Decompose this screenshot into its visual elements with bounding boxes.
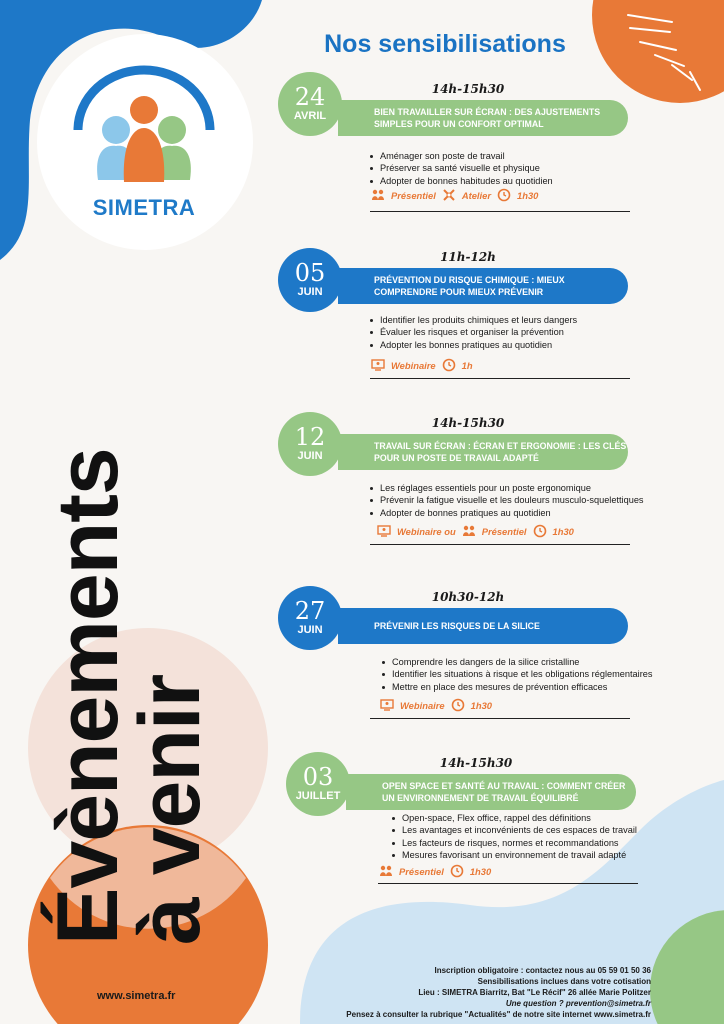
format-label: Présentiel [391, 189, 436, 201]
event-title: OPEN SPACE ET SANTÉ AU TRAVAIL : COMMENT CRÉER UN ENVIRONNEMENT DE TRAVAIL ÉQUILIBRÉ [382, 781, 626, 803]
list-item: Les facteurs de risques, normes et recommandations [392, 837, 637, 849]
list-item: Identifier les produits chimiques et leurs dangers [370, 314, 577, 326]
presentiel-icon [462, 524, 476, 538]
clock-icon [533, 524, 547, 538]
event-title-banner [338, 268, 628, 304]
event-card-5 [286, 756, 666, 916]
format-label: Présentiel [481, 525, 527, 537]
event-day: 24 [294, 83, 326, 111]
list-item: Les réglages essentiels pour un poste ergonomique [370, 482, 644, 494]
list-item: Aménager son poste de travail [370, 150, 553, 162]
event-title: TRAVAIL SUR ÉCRAN : ÉCRAN ET ERGONOMIE : LES CLÉS POUR UN POSTE DE TRAVAIL ADAPTÉ [374, 441, 627, 463]
event-month: JUIN [297, 624, 323, 636]
event-date-badge [278, 72, 342, 136]
event-format-row [377, 524, 574, 538]
footer-line: Une question ? prevention@simetra.fr [505, 999, 651, 1008]
list-item: Adopter de bonnes pratiques au quotidien [370, 507, 644, 519]
event-month: JUIN [297, 286, 323, 298]
list-item: Évaluer les risques et organiser la prévention [370, 326, 577, 338]
event-month: JUIN [297, 450, 323, 462]
footer-info [346, 965, 651, 1020]
event-time: 14h-15h30 [431, 82, 505, 96]
divider [370, 718, 630, 719]
divider [370, 544, 630, 545]
event-title: BIEN TRAVAILLER SUR ÉCRAN : DES AJUSTEMENTS SIMPLES POUR UN CONFORT OPTIMAL [374, 107, 601, 129]
event-format-row [371, 188, 538, 202]
clock-icon [450, 864, 464, 878]
divider [370, 378, 630, 379]
webinaire-icon [380, 698, 394, 712]
duration-label: 1h30 [470, 699, 493, 711]
divider [370, 211, 630, 212]
list-item: Adopter les bonnes pratiques au quotidien [370, 339, 577, 351]
footer-line: Sensibilisations inclues dans votre cotisation [477, 977, 651, 986]
list-item: Mesures favorisant un environnement de travail adapté [392, 849, 637, 861]
divider [378, 883, 638, 884]
event-bullet-list [370, 150, 553, 187]
event-card-1 [278, 82, 658, 242]
event-format-row [371, 358, 473, 372]
event-title: PRÉVENTION DU RISQUE CHIMIQUE : MIEUX COMPRENDRE POUR MIEUX PRÉVENIR [374, 275, 565, 297]
event-date-badge [278, 412, 342, 476]
list-item: Les avantages et inconvénients de ces espaces de travail [392, 824, 637, 836]
duration-label: 1h [461, 359, 473, 371]
presentiel-icon [371, 188, 385, 202]
event-card-2 [278, 250, 658, 410]
list-item: Identifier les situations à risque et les obligations réglementaires [382, 668, 652, 680]
presentiel-icon [379, 864, 393, 878]
event-title-banner [338, 608, 628, 644]
page-title: Nos sensibilisations [324, 30, 566, 58]
format-label: Webinaire [400, 699, 445, 711]
format-label: Webinaire ou [397, 525, 456, 537]
event-title-banner [338, 434, 628, 470]
vertical-title-line1: Évènements [40, 448, 136, 945]
event-day: 27 [294, 597, 326, 625]
clock-icon [497, 188, 511, 202]
format-label: Webinaire [391, 359, 436, 371]
list-item: Comprendre les dangers de la silice cristalline [382, 656, 652, 668]
event-date-badge [278, 586, 342, 650]
list-item: Mettre en place des mesures de prévention efficaces [382, 681, 652, 693]
duration-label: 1h30 [517, 189, 539, 201]
format-label: Présentiel [399, 865, 444, 877]
website-link[interactable]: www.simetra.fr [97, 990, 176, 1002]
event-title: PRÉVENIR LES RISQUES DE LA SILICE [374, 621, 540, 631]
atelier-icon [442, 188, 456, 202]
event-title-banner [346, 774, 636, 810]
webinaire-icon [377, 524, 391, 538]
event-time: 11h-12h [440, 250, 496, 264]
event-date-badge [286, 752, 350, 816]
clock-icon [442, 358, 456, 372]
event-day: 05 [294, 259, 326, 287]
event-time: 14h-15h30 [431, 416, 505, 430]
duration-label: 1h30 [469, 865, 492, 877]
footer-line: Pensez à consulter la rubrique "Actualités" de notre site internet www.simetra.fr [346, 1010, 651, 1019]
footer-line: Inscription obligatoire : contactez nous au 05 59 01 50 36 [434, 966, 651, 975]
simetra-logo [64, 58, 224, 228]
event-time: 10h30-12h [431, 590, 505, 604]
event-title-banner [338, 100, 628, 136]
list-item: Prévenir la fatigue visuelle et les douleurs musculo-squelettiques [370, 494, 644, 506]
event-day: 03 [302, 763, 334, 791]
event-time: 14h-15h30 [439, 756, 513, 770]
footer-line: Lieu : SIMETRA Biarritz, Bat "Le Récif" 26 allée Marie Politzer [418, 988, 651, 997]
event-day: 12 [294, 423, 326, 451]
event-bullet-list [382, 656, 652, 693]
logo-text: SIMETRA [92, 195, 196, 220]
list-item: Open-space, Flex office, rappel des définitions [392, 812, 637, 824]
event-bullet-list [392, 812, 637, 862]
list-item: Adopter de bonnes habitudes au quotidien [370, 175, 553, 187]
duration-label: 1h30 [552, 525, 574, 537]
logo-people-icon [64, 58, 224, 188]
event-month: JUILLET [295, 790, 341, 802]
event-month: AVRIL [293, 110, 327, 122]
event-card-4 [278, 590, 658, 750]
format-label: Atelier [461, 189, 492, 201]
webinaire-icon [371, 358, 385, 372]
event-card-3 [278, 416, 658, 576]
event-format-row [380, 698, 492, 712]
event-bullet-list [370, 482, 644, 519]
clock-icon [451, 698, 465, 712]
event-bullet-list [370, 314, 577, 351]
event-date-badge [278, 248, 342, 312]
list-item: Préserver sa santé visuelle et physique [370, 162, 553, 174]
event-format-row [379, 864, 491, 878]
vertical-title-line2: à venir [122, 674, 218, 945]
vertical-title [40, 448, 218, 945]
